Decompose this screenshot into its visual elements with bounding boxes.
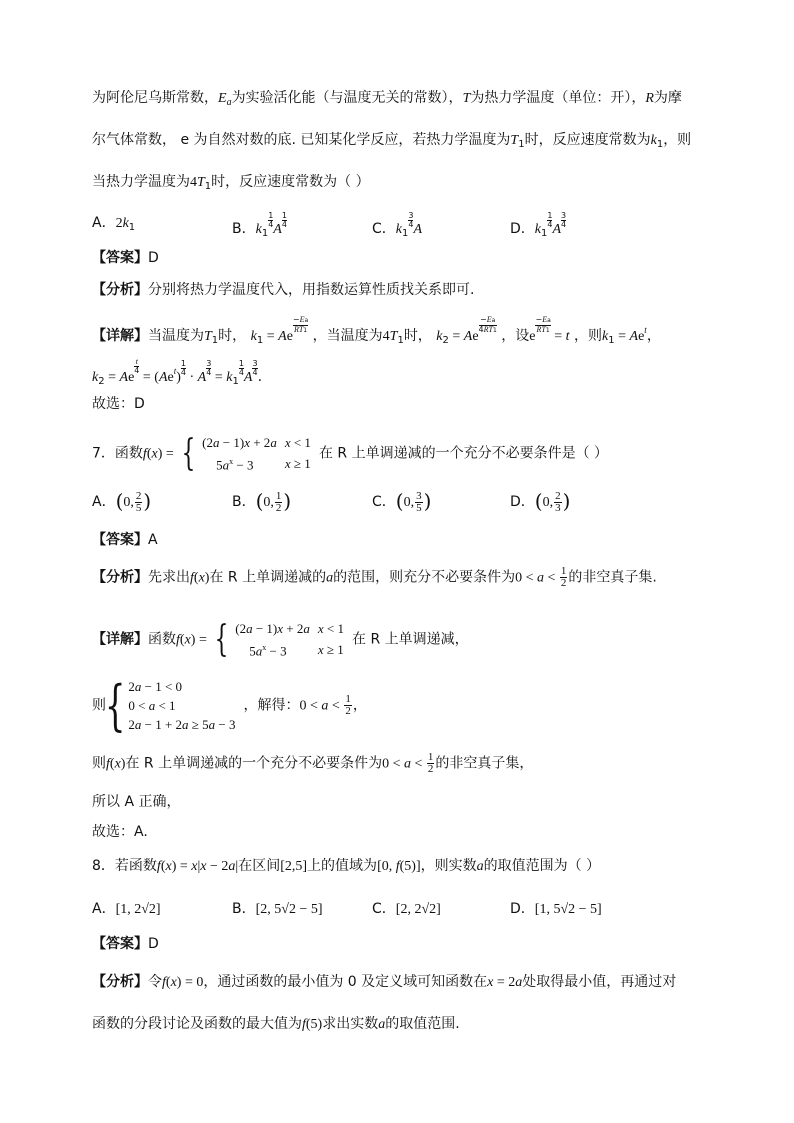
q8-option-c: C．[2, 2√2] (372, 901, 441, 917)
q6-analysis: 【分析】分别将热力学温度代入，用指数运算性质找关系即可. (92, 282, 475, 298)
q6-detail-line-1: 【详解】当温度为$T_1$时， $k_1 = Ae$ $\frac{-Ea}{RT1}$ ，当温度为$4T_1$时， $k_2 = Ae$ $\frac{-Ea}{4RT1}$ ，设e $\frac{-Ea}{RT1}$ = t ，则$k_1 = Ae^t$， (92, 315, 661, 346)
q7-analysis: 【分析】先求出f(x)在 R 上单调递减的a的范围，则充分不必要条件为0 < a < $\frac{1}{2}$ 的非空真子集. (92, 565, 657, 589)
q7-detail-line-4: 所以 A 正确， (92, 794, 181, 810)
q6-text-line-2: 尔气体常数， e 为自然对数的底. 已知某化学反应，若热力学温度为$T_1$时，反应速度常数为$k_1$，则 (92, 132, 692, 150)
q7-option-c: C．(0, $\frac{3}{5}$ ) (372, 489, 432, 514)
q7-stem: 7．函数f(x) = { (2a − 1)x + 2a x < 1 $5a^x - 3$ x ≥ 1在 R 上单调递减的一个充分不必要条件是（ ） (92, 432, 609, 474)
q8-analysis-line-1: 【分析】令f(x) = 0，通过函数的最小值为 0 及定义域可知函数在x = 2a处取得最小值，再通过对 (92, 974, 677, 990)
q6-text-line-3: 当热力学温度为$4T_1$时，反应速度常数为（ ） (92, 174, 370, 192)
q7-detail-line-1: 【详解】函数f(x) = { (2a − 1)x + 2a x < 1 $5a^x - 3$ x ≥ 1在 R 上单调递减， (92, 618, 469, 660)
q7-option-d: D．(0, $\frac{2}{3}$ ) (510, 489, 571, 514)
q8-option-a: A．[1, 2√2] (92, 901, 161, 917)
q7-option-b: B．(0, $\frac{1}{2}$ ) (232, 489, 292, 514)
q6-conclusion: 故选：D (92, 396, 145, 412)
q8-option-b: B．[2, 5√2 − 5] (232, 901, 323, 917)
q7-detail-system: 则{ 2a − 1 < 0 0 < a < 1 2a − 1 + 2a ≥ 5a − 3，解得：0 < a < $\frac{1}{2}$ ， (92, 673, 367, 737)
q7-conclusion: 故选：A. (92, 824, 148, 840)
q8-stem: 8．若函数f(x) = x|x − 2a|在区间[2,5]上的值域为[0, f(5)]，则实数a的取值范围为（ ） (92, 858, 601, 874)
q8-option-d: D．[1, 5√2 − 5] (510, 901, 602, 917)
q7-detail-line-3: 则f(x)在 R 上单调递减的一个充分不必要条件为0 < a < $\frac{1}{2}$ 的非空真子集， (92, 751, 534, 775)
q7-answer: 【答案】A (92, 532, 158, 548)
q6-option-a: A．$2k_1$ (92, 215, 136, 233)
q7-option-a: A．(0, $\frac{2}{5}$ ) (92, 489, 152, 514)
q6-option-c: C．$k_1$ $\frac{3}{4}$ A (372, 211, 423, 239)
q6-detail-line-2: $k_2 = Ae$ $\frac{t}{4}$ = $(Ae^t)$ $\frac{1}{4}$ · A $\frac{3}{4}$ = $k_1$ $\frac{1}{4}$ A $\frac{3}{4}$ . (92, 357, 263, 387)
q6-answer: 【答案】D (92, 250, 159, 266)
q6-text-line-1: 为阿伦尼乌斯常数，$E_a$为实验活化能（与温度无关的常数），T为热力学温度（单位：开），R为摩 (92, 90, 682, 108)
q8-analysis-line-2: 函数的分段讨论及函数的最大值为f(5)求出实数a的取值范围. (92, 1016, 460, 1032)
q8-answer: 【答案】D (92, 936, 159, 952)
q6-option-d: D．$k_1$ $\frac{1}{4}$ A $\frac{3}{4}$ (510, 211, 567, 239)
q6-option-b: B．$k_1$ $\frac{1}{4}$ A $\frac{1}{4}$ (232, 211, 287, 239)
